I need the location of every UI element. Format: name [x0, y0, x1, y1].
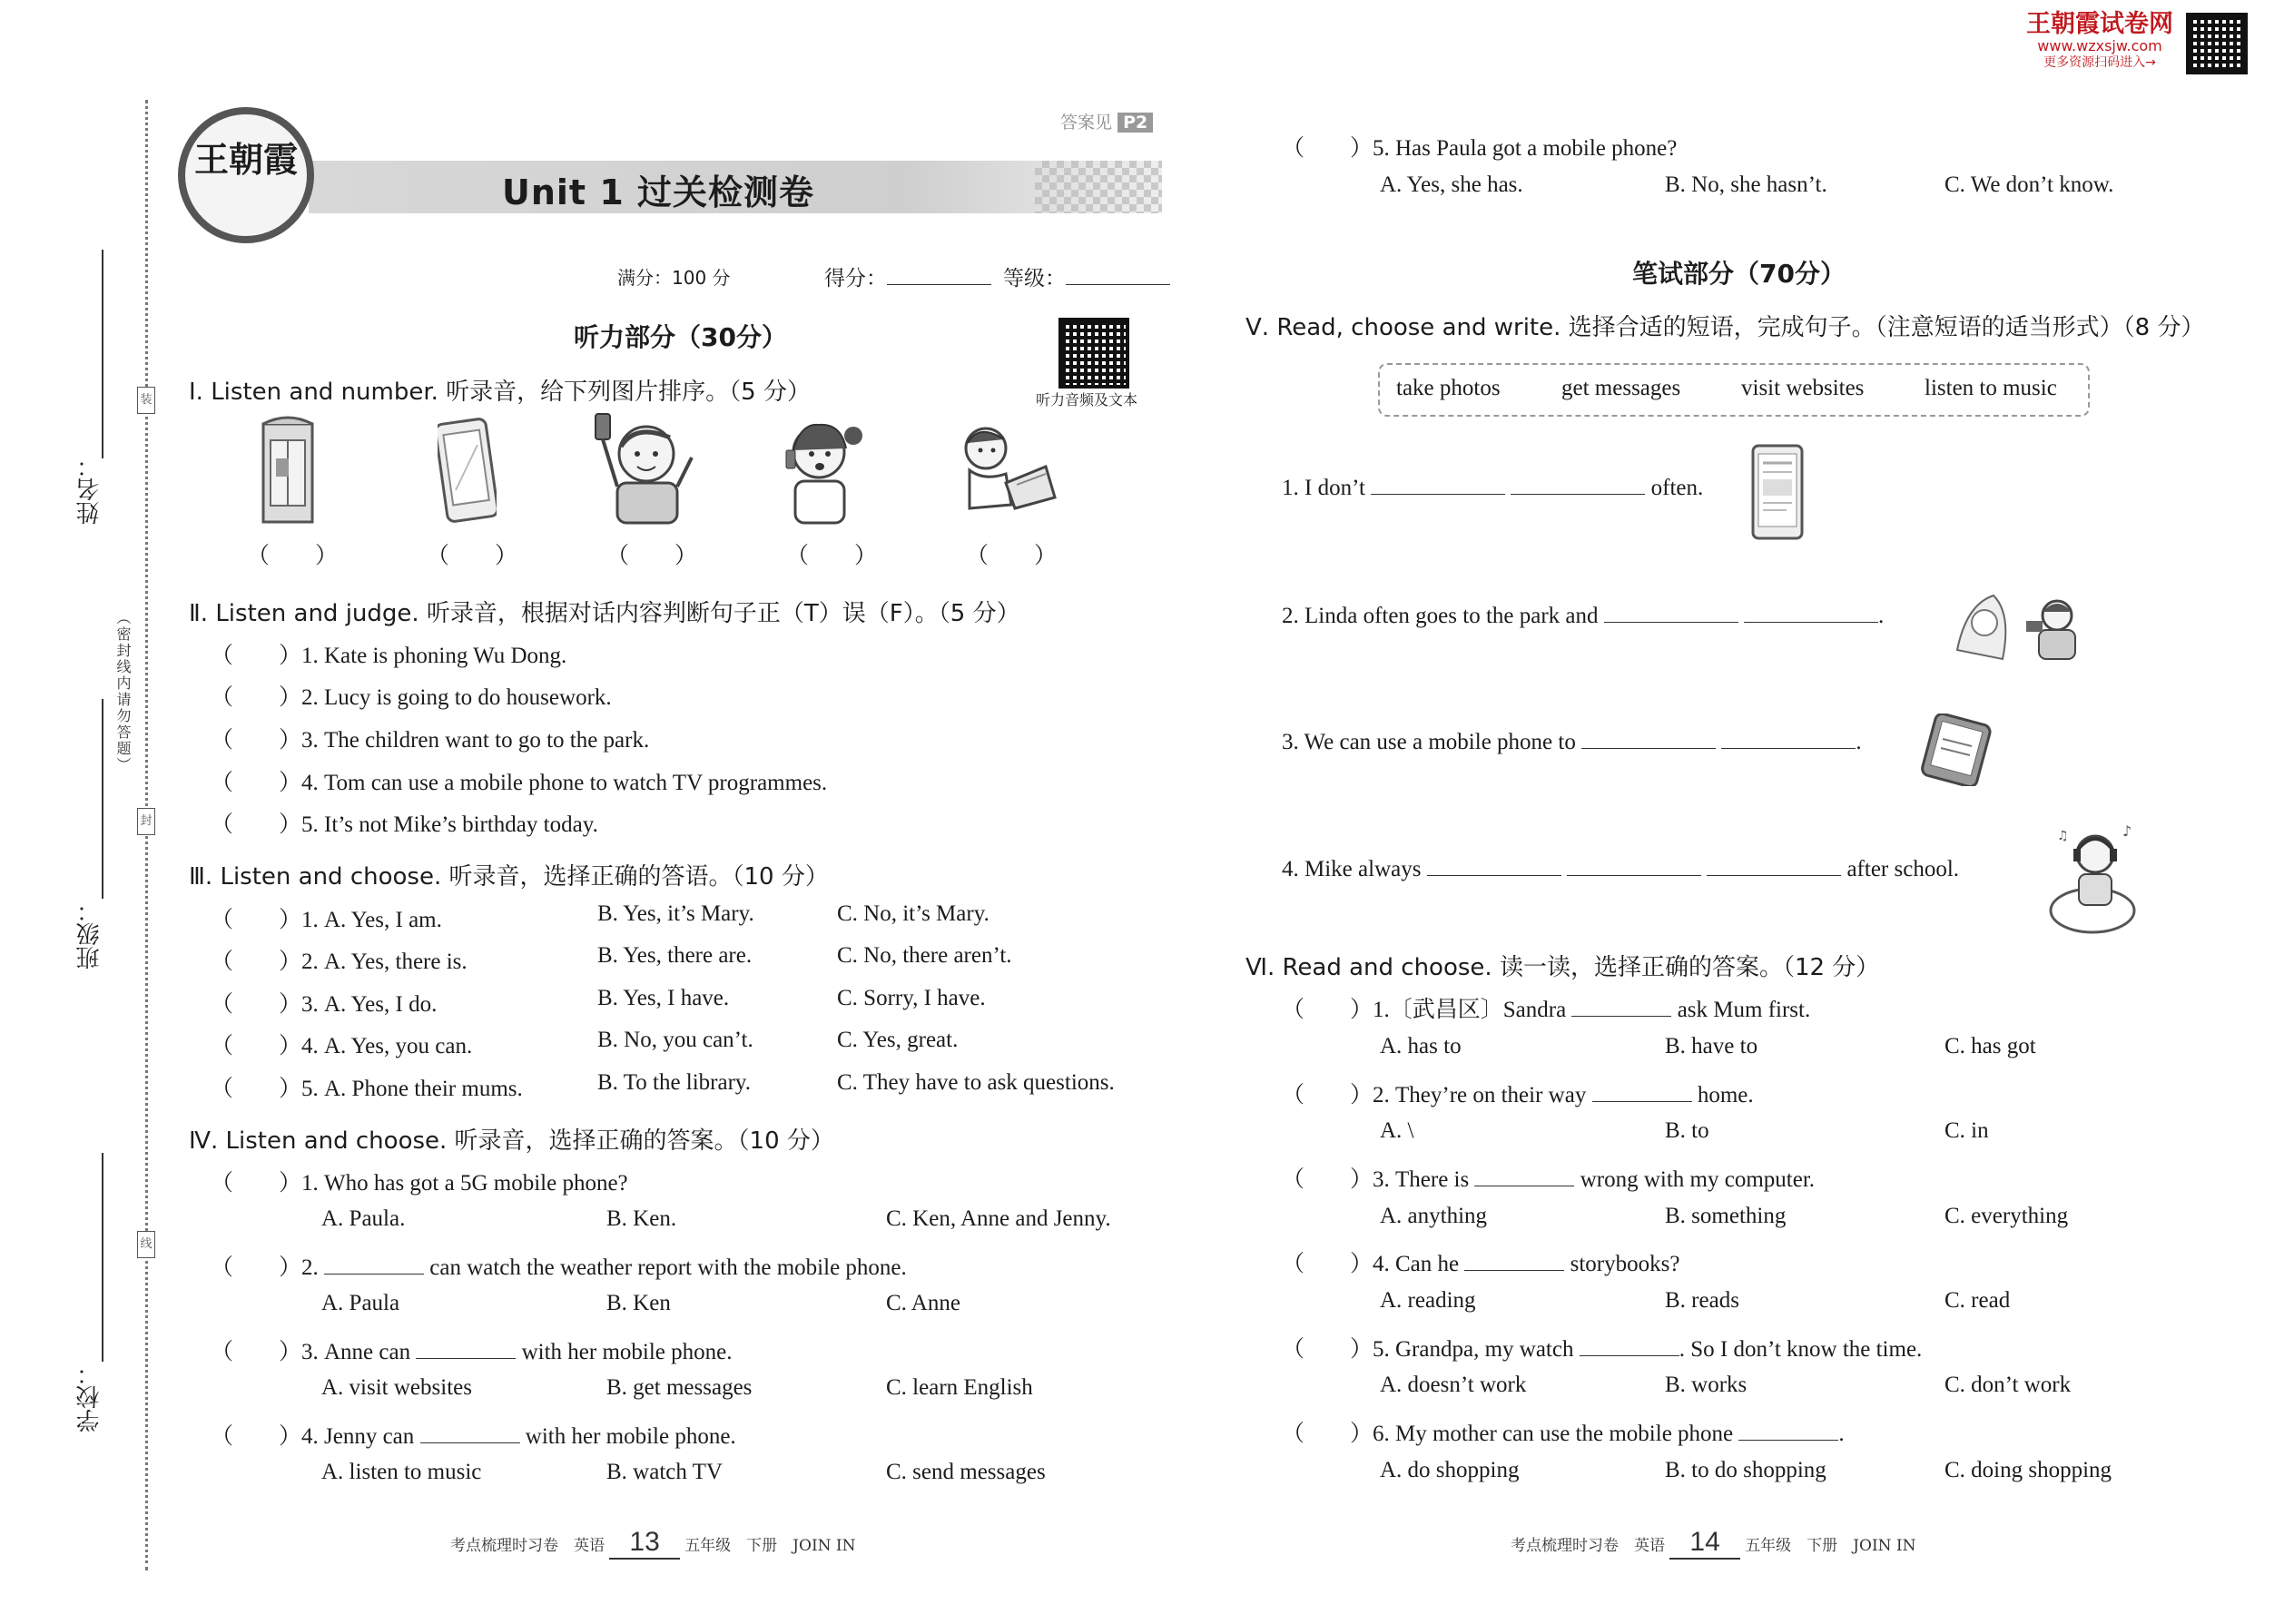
s3-q5[interactable]: （ ）5. A. Phone their mums. — [211, 1077, 523, 1101]
s6-q5-option-a[interactable]: A. doesn’t work — [1380, 1373, 1527, 1397]
left-footer-post: 五年级 下册 JOIN IN — [684, 1537, 856, 1555]
s3-q4-option-c[interactable]: C. Yes, great. — [837, 1028, 959, 1052]
s3-q4[interactable]: （ ）4. A. Yes, you can. — [211, 1034, 473, 1058]
s4-q3-option-b[interactable]: B. get messages — [606, 1375, 753, 1400]
score-field — [824, 261, 991, 291]
s3-q1-option-c[interactable]: C. No, it’s Mary. — [837, 901, 989, 926]
s3-q5-option-b[interactable]: B. To the library. — [597, 1070, 752, 1095]
s6-q4-pre: （ ）4. Can he — [1282, 1252, 1465, 1276]
audio-qr-code[interactable] — [1058, 318, 1129, 389]
s6-q4[interactable] — [1282, 1245, 1679, 1278]
s6-q2-blank[interactable] — [1592, 1081, 1692, 1102]
judge-item-2[interactable]: （ ）2. Lucy is going to do housework. — [211, 685, 612, 710]
s6-q6-option-c[interactable]: C. doing shopping — [1944, 1458, 2112, 1482]
right-footer — [1511, 1527, 1916, 1560]
s6-q1-post: ask Mum first. — [1671, 998, 1811, 1022]
brand-logo — [178, 107, 314, 243]
right-page-number: 14 — [1689, 1527, 1720, 1557]
s6-q3-option-b[interactable]: B. something — [1665, 1204, 1787, 1228]
s5-q4-blank-1[interactable] — [1427, 855, 1561, 876]
s5-q1-post: often. — [1645, 476, 1704, 500]
s6-q3-option-c[interactable]: C. everything — [1944, 1204, 2069, 1228]
s3-q3-option-c[interactable]: C. Sorry, I have. — [837, 986, 986, 1010]
girl-phoning-icon — [773, 410, 864, 527]
right-footer-post: 五年级 下册 JOIN IN — [1745, 1537, 1916, 1555]
judge-item-4[interactable]: （ ）4. Tom can use a mobile phone to watch TV programmes. — [211, 771, 828, 795]
s5-q2-post: . — [1878, 604, 1885, 628]
class-field-line — [102, 699, 103, 899]
judge-item-5[interactable]: （ ）5. It’s not Mike’s birthday today. — [211, 812, 598, 837]
seal-mark-top: 装 — [137, 387, 155, 414]
answer-ref-label: 答案见 — [1060, 113, 1113, 133]
s4-q3-blank[interactable] — [416, 1338, 516, 1359]
full-score: 满分：100 分 — [617, 267, 731, 289]
phone-booth-icon — [256, 413, 320, 527]
s5-q4-pre: 4. Mike always — [1282, 857, 1427, 881]
s4-q2-post: can watch the weather report with the mobile phone. — [424, 1255, 907, 1280]
left-footer — [450, 1527, 856, 1560]
s5-q3[interactable] — [1282, 728, 1862, 755]
s4-q4-post: with her mobile phone. — [519, 1424, 736, 1449]
s5-q2-blank-1[interactable] — [1604, 602, 1738, 623]
s4-q3-option-c[interactable]: C. learn English — [886, 1375, 1033, 1400]
site-qr-code[interactable] — [2186, 13, 2248, 74]
judge-item-3[interactable]: （ ）3. The children want to go to the park. — [211, 728, 650, 753]
s5-q2-blank-2[interactable] — [1744, 602, 1878, 623]
phrase-1: take photos — [1396, 376, 1501, 400]
s6-q4-blank[interactable] — [1464, 1250, 1564, 1271]
section-3-title: Ⅲ. Listen and choose. 听录音，选择正确的答语。（10 分） — [189, 863, 829, 891]
s3-q2-option-b[interactable]: B. Yes, there are. — [597, 943, 753, 968]
s6-q3-blank[interactable] — [1474, 1166, 1574, 1186]
boy-on-laptop-icon — [951, 418, 1060, 522]
s4-q4-blank[interactable] — [420, 1422, 520, 1443]
s3-q1[interactable]: （ ）1. A. Yes, I am. — [211, 908, 442, 932]
s6-q2[interactable] — [1282, 1077, 1754, 1109]
class-label: 班级： — [76, 899, 103, 969]
s5-q2[interactable] — [1282, 602, 1884, 629]
school-label: 学校： — [76, 1362, 103, 1432]
s6-q2-post: home. — [1691, 1083, 1754, 1107]
s3-q3-option-b[interactable]: B. Yes, I have. — [597, 986, 730, 1010]
left-footer-pre: 考点梳理时习卷 英语 — [450, 1537, 605, 1555]
s6-q5-pre: （ ）5. Grandpa, my watch — [1282, 1337, 1580, 1362]
site-tip: 更多资源扫码进入→ — [2043, 55, 2156, 70]
s4-q5-option-c[interactable]: C. We don’t know. — [1944, 172, 2114, 197]
section-2-title: Ⅱ. Listen and judge. 听录音，根据对话内容判断句子正（T）误（F）。（5 分） — [189, 600, 1020, 627]
s3-q3[interactable]: （ ）3. A. Yes, I do. — [211, 992, 438, 1017]
s6-q1-option-a[interactable]: A. has to — [1380, 1034, 1462, 1058]
s6-q5[interactable] — [1282, 1331, 1922, 1363]
picture-1-answer[interactable]: （ ） — [247, 544, 339, 568]
left-page-number: 13 — [629, 1527, 660, 1557]
listening-heading: 听力部分（30分） — [574, 322, 787, 352]
s4-q2[interactable] — [211, 1249, 907, 1282]
s6-q1[interactable] — [1282, 991, 1810, 1024]
seal-mark-mid: 封 — [137, 808, 155, 835]
s6-q5-blank[interactable] — [1580, 1335, 1679, 1356]
s5-q1-pre: 1. I don’t — [1282, 476, 1372, 500]
s3-q2[interactable]: （ ）2. A. Yes, there is. — [211, 950, 468, 974]
phrase-2: get messages — [1561, 376, 1681, 400]
s5-q1-blank-1[interactable] — [1371, 474, 1505, 495]
grade-input[interactable] — [1066, 284, 1170, 285]
s3-q1-option-b[interactable]: B. Yes, it’s Mary. — [597, 901, 754, 926]
s5-q1[interactable] — [1282, 474, 1703, 501]
s6-q6-pre: （ ）6. My mother can use the mobile phone — [1282, 1422, 1739, 1446]
seal-mark-bot: 线 — [137, 1231, 155, 1258]
grade-field — [1003, 261, 1170, 291]
s5-q3-pre: 3. We can use a mobile phone to — [1282, 730, 1582, 754]
school-field-line — [102, 1153, 103, 1362]
section-6-title: Ⅵ. Read and choose. 读一读，选择正确的答案。（12 分） — [1245, 954, 1880, 981]
binding-dashed-line — [145, 100, 148, 1570]
s3-q2-option-c[interactable]: C. No, there aren’t. — [837, 943, 1012, 968]
s4-q1-option-b[interactable]: B. Ken. — [606, 1206, 677, 1231]
s5-q3-blank-1[interactable] — [1581, 728, 1716, 749]
s4-q2-option-c[interactable]: C. Anne — [886, 1291, 960, 1315]
s3-q5-option-c[interactable]: C. They have to ask questions. — [837, 1070, 1115, 1095]
s4-q5-option-b[interactable]: B. No, she hasn’t. — [1665, 172, 1827, 197]
s6-q3-post: wrong with my computer. — [1574, 1167, 1816, 1192]
s6-q2-option-a[interactable]: A. \ — [1380, 1118, 1414, 1143]
s4-q2-pre: （ ）2. — [211, 1255, 325, 1280]
s3-q4-option-b[interactable]: B. No, you can’t. — [597, 1028, 753, 1052]
s6-q1-blank[interactable] — [1571, 996, 1671, 1017]
s4-q2-option-a[interactable]: A. Paula — [321, 1291, 400, 1315]
s6-q3[interactable] — [1282, 1161, 1815, 1194]
s5-q2-pre: 2. Linda often goes to the park and — [1282, 604, 1604, 628]
s5-q3-blank-2[interactable] — [1721, 728, 1856, 749]
s4-q1-option-a[interactable]: A. Paula. — [321, 1206, 406, 1231]
picture-5-answer[interactable]: （ ） — [966, 544, 1058, 568]
s4-q4-option-c[interactable]: C. send messages — [886, 1460, 1046, 1484]
s6-q6-blank[interactable] — [1738, 1420, 1838, 1441]
s6-q1-option-b[interactable]: B. have to — [1665, 1034, 1758, 1058]
s6-q2-pre: （ ）2. They’re on their way — [1282, 1083, 1592, 1107]
logo-text: 王朝霞 — [193, 139, 298, 180]
picture-2-answer[interactable]: （ ） — [427, 544, 518, 568]
score-label: 得分： — [824, 267, 887, 290]
boy-selfie-icon — [590, 410, 699, 527]
s5-q4-blank-3[interactable] — [1707, 855, 1841, 876]
s5-q4-post: after school. — [1841, 857, 1960, 881]
score-line — [617, 263, 731, 290]
s4-q3-option-a[interactable]: A. visit websites — [321, 1375, 472, 1400]
s6-q6-option-a[interactable]: A. do shopping — [1380, 1458, 1520, 1482]
phrase-4: listen to music — [1925, 376, 2057, 400]
s6-q2-option-c[interactable]: C. in — [1944, 1118, 1989, 1143]
s4-q3-post: with her mobile phone. — [516, 1340, 733, 1364]
page-title: Unit 1 过关检测卷 — [502, 172, 814, 212]
s6-q2-option-b[interactable]: B. to — [1665, 1118, 1709, 1143]
s4-q1-option-c[interactable]: C. Ken, Anne and Jenny. — [886, 1206, 1111, 1231]
s6-q5-option-c[interactable]: C. don’t work — [1944, 1373, 2072, 1397]
s4-q5[interactable]: （ ）5. Has Paula got a mobile phone? — [1282, 136, 1678, 161]
seal-note: （密封线内请勿答题） — [114, 610, 132, 773]
s4-q3-pre: （ ）3. Anne can — [211, 1340, 417, 1364]
s6-q4-post: storybooks? — [1564, 1252, 1680, 1276]
s6-q3-pre: （ ）3. There is — [1282, 1167, 1475, 1192]
site-brand — [2026, 11, 2173, 71]
site-name: 王朝霞试卷网 — [2026, 10, 2173, 38]
svg-text:♪: ♪ — [2122, 822, 2132, 840]
answer-page-badge: P2 — [1117, 113, 1153, 133]
judge-item-1[interactable]: （ ）1. Kate is phoning Wu Dong. — [211, 644, 567, 668]
answer-reference — [1060, 109, 1153, 133]
picture-3-answer[interactable]: （ ） — [606, 544, 698, 568]
s6-q1-pre: （ ）1.〔武昌区〕Sandra — [1282, 998, 1572, 1022]
writing-heading: 笔试部分（70分） — [1632, 259, 1846, 289]
s6-q6-post: . — [1838, 1422, 1845, 1446]
s4-q4-pre: （ ）4. Jenny can — [211, 1424, 420, 1449]
s6-q6[interactable] — [1282, 1415, 1845, 1448]
s4-q4-option-a[interactable]: A. listen to music — [321, 1460, 482, 1484]
s5-q1-blank-2[interactable] — [1511, 474, 1645, 495]
name-label: 姓名： — [76, 454, 103, 525]
section-1-title: Ⅰ. Listen and number. 听录音，给下列图片排序。（5 分） — [189, 379, 811, 406]
s5-q4[interactable] — [1282, 855, 1959, 882]
s4-q1[interactable]: （ ）1. Who has got a 5G mobile phone? — [211, 1171, 628, 1196]
mobile-phone-icon — [438, 418, 497, 525]
section-5-title: Ⅴ. Read, choose and write. 选择合适的短语，完成句子。（注意短语的适当形式）（8 分） — [1245, 314, 2205, 341]
s5-q3-post: . — [1856, 730, 1862, 754]
site-url: www.wzxsjw.com — [2037, 37, 2162, 54]
s4-q2-blank[interactable] — [324, 1254, 424, 1275]
s4-q5-option-a[interactable]: A. Yes, she has. — [1380, 172, 1523, 197]
phrase-3: visit websites — [1741, 376, 1865, 400]
s6-q1-option-c[interactable]: C. has got — [1944, 1034, 2036, 1058]
s4-q4[interactable] — [211, 1418, 736, 1451]
qr-caption: 听力音频及文本 — [1036, 391, 1138, 408]
name-field-line — [102, 250, 103, 458]
s6-q4-option-b[interactable]: B. reads — [1665, 1288, 1739, 1313]
s6-q5-option-b[interactable]: B. works — [1665, 1373, 1748, 1397]
section-4-title: Ⅳ. Listen and choose. 听录音，选择正确的答案。（10 分） — [189, 1127, 834, 1155]
picture-4-answer[interactable]: （ ） — [786, 544, 878, 568]
s4-q3[interactable] — [211, 1334, 733, 1366]
s5-q4-blank-2[interactable] — [1567, 855, 1701, 876]
phone-message-icon — [1917, 714, 1999, 786]
boy-listening-music-icon — [2043, 822, 2142, 940]
s6-q5-post: . So I don’t know the time. — [1679, 1337, 1923, 1362]
girl-taking-photos-icon — [1948, 577, 2093, 668]
s4-q4-option-b[interactable]: B. watch TV — [606, 1460, 723, 1484]
grade-label: 等级： — [1003, 267, 1066, 290]
svg-text:♫: ♫ — [2057, 829, 2069, 843]
banner-pattern — [1035, 161, 1162, 213]
s4-q2-option-b[interactable]: B. Ken — [606, 1291, 671, 1315]
score-input[interactable] — [887, 284, 991, 285]
s6-q3-option-a[interactable]: A. anything — [1380, 1204, 1488, 1228]
right-footer-pre: 考点梳理时习卷 英语 — [1511, 1537, 1665, 1555]
s6-q4-option-c[interactable]: C. read — [1944, 1288, 2011, 1313]
s6-q4-option-a[interactable]: A. reading — [1380, 1288, 1476, 1313]
tablet-websites-icon — [1750, 443, 1805, 541]
s6-q6-option-b[interactable]: B. to do shopping — [1665, 1458, 1826, 1482]
